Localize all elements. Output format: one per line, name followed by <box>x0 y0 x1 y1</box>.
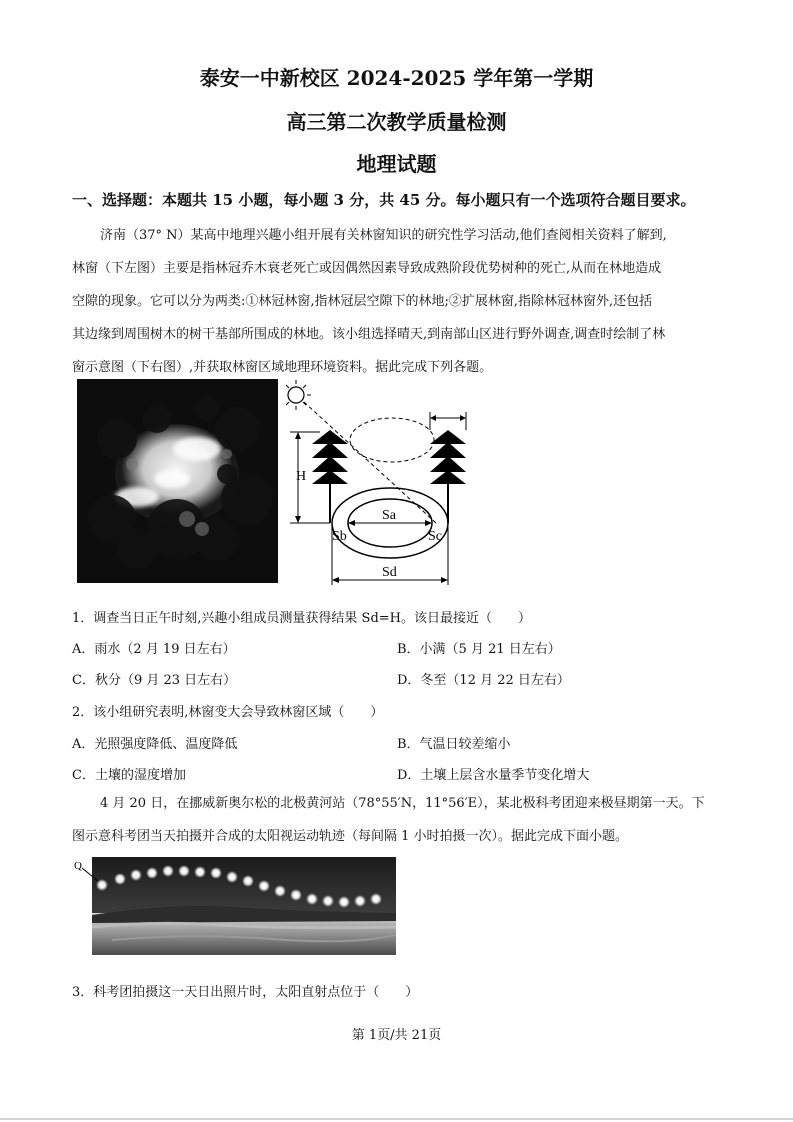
question-1-option-a: A．雨水（2 月 19 日左右） <box>72 642 236 657</box>
question-2-option-d: D．土壤上层含水量季节变化增大 <box>397 768 590 783</box>
exam-title: 高三第二次教学质量检测 <box>286 110 507 134</box>
left-tree <box>312 430 348 523</box>
passage-1 <box>72 219 722 384</box>
question-2-stem: 2．该小组研究表明,林窗变大会导致林窗区域（ ） <box>72 705 384 720</box>
passage-2-line: 图示意科考团当天拍摄并合成的太阳视运动轨迹（每间隔 1 小时拍摄一次）。据此完成下面小题。 <box>72 829 629 844</box>
right-tree <box>430 430 466 523</box>
question-1-option-b: B．小满（5 月 21 日左右） <box>397 642 561 657</box>
question-3-stem: 3．科考团拍摄这一天日出照片时，太阳直射点位于（ ） <box>72 985 419 1000</box>
question-1-stem: 1．调查当日正午时刻,兴趣小组成员测量获得结果 Sd=H。该日最接近（ ） <box>72 611 531 626</box>
question-2-option-b: B．气温日较差缩小 <box>397 737 511 752</box>
page-footer: 第 1页/共 21页 <box>351 1028 442 1043</box>
passage-2 <box>72 787 732 853</box>
sun-icon <box>286 380 311 410</box>
label-sb: Sb <box>332 529 347 544</box>
passage-1-line: 窗示意图（下右图）,并获取林窗区域地理环境资料。据此完成下列各题。 <box>72 360 493 375</box>
forest-canopy-photo <box>77 379 278 583</box>
bottom-divider <box>0 1118 793 1120</box>
sun-trail-photo <box>72 855 396 955</box>
question-2-option-c: C．土壤的湿度增加 <box>72 768 186 783</box>
passage-1-line: 空隙的现象。它可以分为两类:①林冠林窗,指林冠层空隙下的林地;②扩展林窗,指除林冠林窗外,还包括 <box>72 294 653 309</box>
label-q: Q <box>74 860 82 872</box>
question-1-option-c: C．秋分（9 月 23 日左右） <box>72 673 237 688</box>
label-sa: Sa <box>382 508 396 523</box>
passage-1-line: 济南（37° N）某高中地理兴趣小组开展有关林窗知识的研究性学习活动,他们查阅相关资料了解到, <box>100 228 667 243</box>
passage-1-line: 其边缘到周围树木的树干基部所围成的林地。该小组选择晴天,到南部山区进行野外调查,调查时绘制了林 <box>72 327 666 342</box>
section-heading: 一、选择题：本题共 15 小题，每小题 3 分，共 45 分。每小题只有一个选项符合题目要求。 <box>72 191 696 209</box>
label-h: H <box>296 469 307 484</box>
subject-title: 地理试题 <box>356 152 437 176</box>
question-1-option-d: D．冬至（12 月 22 日左右） <box>397 673 570 688</box>
passage-1-line: 林窗（下左图）主要是指林冠乔木衰老死亡或因偶然因素导致成熟阶段优势树种的死亡,从而在林地造成 <box>72 261 662 276</box>
passage-2-line: 4 月 20 日，在挪威新奥尔松的北极黄河站（78°55′N，11°56′E），某北极科考团迎来极昼期第一天。下 <box>100 796 705 811</box>
forest-gap-diagram <box>286 380 486 585</box>
label-sc: Sc <box>428 529 442 544</box>
question-2-option-a: A．光照强度降低、温度降低 <box>72 737 238 752</box>
label-sd: Sd <box>382 565 397 580</box>
school-title: 泰安一中新校区 2024-2025 学年第一学期 <box>199 66 594 90</box>
